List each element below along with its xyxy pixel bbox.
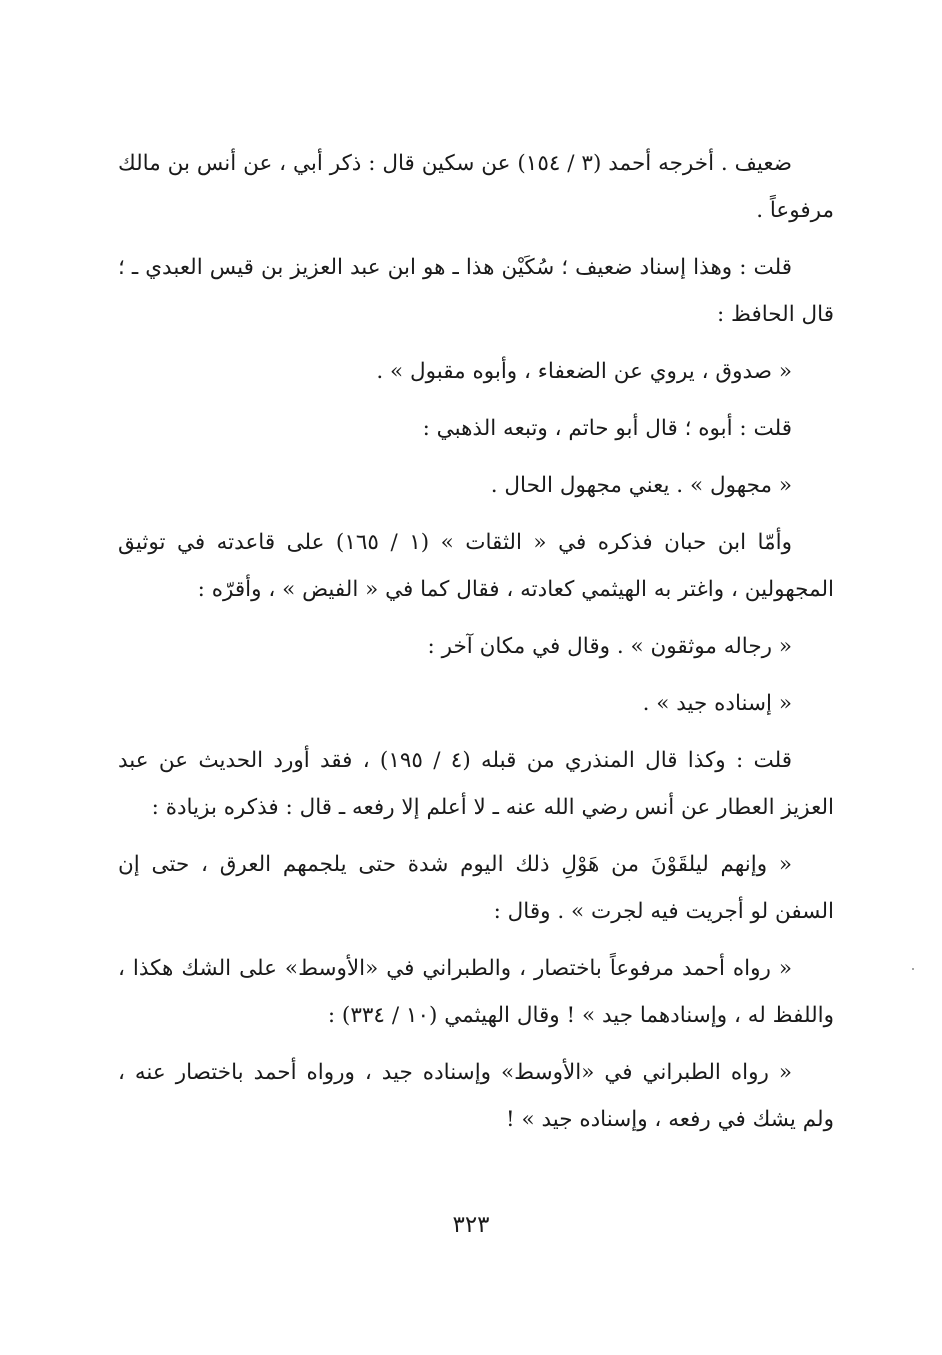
quote-paragraph: « رواه أحمد مرفوعاً باختصار ، والطبراني في «الأوسط» على الشك هكذا ، واللفظ له ، وإسنادهما جيد » ! وقال الهيثمي (١٠ / ٣٣٤) : [118, 956, 834, 1028]
quote-paragraph: « رجاله موثقون » . وقال في مكان آخر : [427, 634, 792, 659]
paragraph: قلت : وهذا إسناد ضعيف ؛ سُكَيْن هذا ـ هو ابن عبد العزيز بن قيس العبدي ـ ؛ قال الحافظ : [118, 255, 834, 327]
quote-paragraph: « رواه الطبراني في «الأوسط» وإسناده جيد ، ورواه أحمد باختصار عنه ، ولم يشك في رفعه ، وإسناده جيد » ! [118, 1060, 834, 1132]
page-number: ٣٢٣ [452, 1212, 490, 1238]
scan-speck [912, 968, 914, 970]
quote-paragraph: « وإنهم ليلقَوْنَ من هَوْلِ ذلك اليوم شدة حتى يلجمهم العرق ، حتى إن السفن لو أجريت فيه لجرت » . وقال : [118, 852, 834, 924]
page-body [118, 140, 834, 1153]
quote-paragraph: « مجهول » . يعني مجهول الحال . [490, 473, 792, 498]
paragraph: ضعيف . أخرجه أحمد (٣ / ١٥٤) عن سكين قال : ذكر أبي ، عن أنس بن مالك مرفوعاً . [118, 151, 834, 223]
paragraph: وأمّا ابن حبان فذكره في « الثقات » (١ / ١٦٥) على قاعدته في توثيق المجهولين ، واغتر به الهيثمي كعادته ، فقال كما في « الفيض » ، وأقرّه : [118, 530, 834, 602]
quote-paragraph: « صدوق ، يروي عن الضعفاء ، وأبوه مقبول » . [376, 359, 792, 384]
paragraph: قلت : أبوه ؛ قال أبو حاتم ، وتبعه الذهبي : [422, 416, 792, 441]
quote-paragraph: « إسناده جيد » . [642, 691, 792, 716]
paragraph: قلت : وكذا قال المنذري من قبله (٤ / ١٩٥) ، فقد أورد الحديث عن عبد العزيز العطار عن أنس رضي الله عنه ـ لا أعلم إلا رفعه ـ قال : فذكره بزيادة : [118, 748, 834, 820]
